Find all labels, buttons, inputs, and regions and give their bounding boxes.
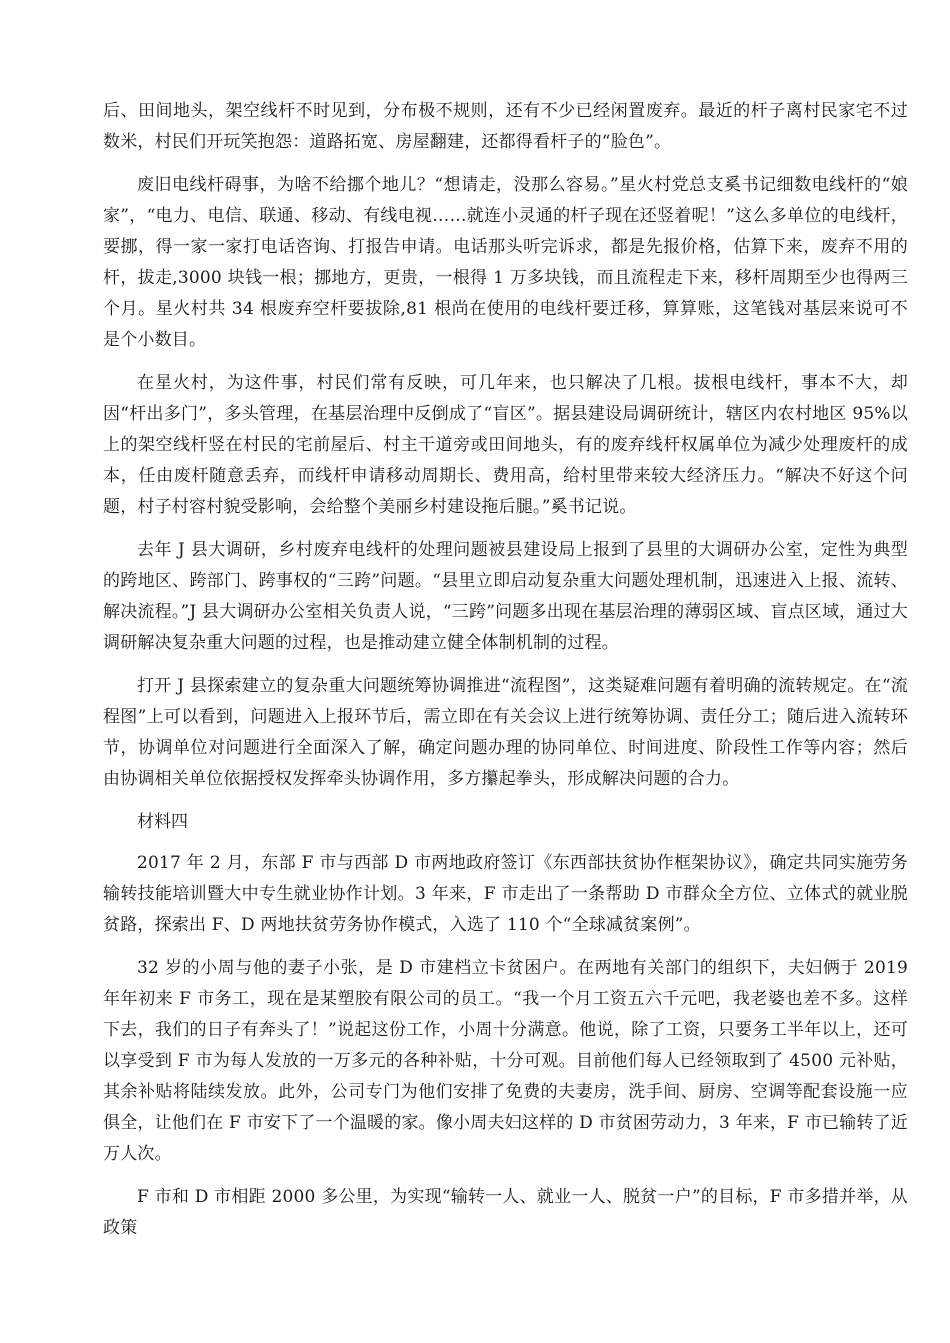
paragraph-4: 去年 J 县大调研，乡村废弃电线杆的处理问题被县建设局上报到了县里的大调研办公室，定性为典型的跨地区、跨部门、跨事权的“三跨”问题。“县里立即启动复杂重大问题处理机制，迅速进入上报、流转、解决流程。”J 县大调研办公室相关负责人说，“三跨”问题多出现在基层治理的薄弱区域、盲点区域，通过大调研解决复杂重大问题的过程，也是推动建立健全体制机制的过程。 — [103, 540, 908, 653]
paragraph-8: F 市和 D 市相距 2000 多公里，为实现“输转一人、就业一人、脱贫一户”的目标，F 市多措并举，从政策 — [103, 1187, 908, 1238]
paragraph-1: 后、田间地头，架空线杆不时见到，分布极不规则，还有不少已经闲置废弃。最近的杆子离村民家宅不过数米，村民们开玩笑抱怨：道路拓宽、房屋翻建，还都得看杆子的“脸色”。 — [103, 101, 908, 152]
paragraph-7: 32 岁的小周与他的妻子小张，是 D 市建档立卡贫困户。在两地有关部门的组织下，夫妇俩于 2019 年年初来 F 市务工，现在是某塑胶有限公司的员工。“我一个月工资五六千元吧，我老婆也差不多。这样下去，我们的日子有奔头了！”说起这份工作，小周十分满意。他说，除了工资，只要务工半年以上，还可以享受到 F 市为每人发放的一万多元的各种补贴，十分可观。目前他们每人已经领取到了 4500 元补贴，其余补贴将陆续发放。此外，公司专门为他们安排了免费的夫妻房，洗手间、厨房、空调等配套设施一应俱全，让他们在 F 市安下了一个温暖的家。像小周夫妇这样的 D 市贫困劳动力，3 年来，F 市已输转了近万人次。 — [103, 958, 908, 1164]
paragraph-5: 打开 J 县探索建立的复杂重大问题统筹协调推进“流程图”，这类疑难问题有着明确的流转规定。在“流程图”上可以看到，问题进入上报环节后，需立即在有关会议上进行统筹协调、责任分工；随后进入流转环节，协调单位对问题进行全面深入了解，确定问题办理的协同单位、时间进度、阶段性工作等内容；然后由协调相关单位依据授权发挥牵头协调作用，多方攥起拳头，形成解决问题的合力。 — [103, 676, 908, 789]
section-heading: 材料四 — [137, 812, 188, 832]
paragraph-6: 2017 年 2 月，东部 F 市与西部 D 市两地政府签订《东西部扶贫协作框架协议》，确定共同实施劳务输转技能培训暨大中专生就业协作计划。3 年来，F 市走出了一条帮助 D 市群众全方位、立体式的就业脱贫路，探索出 F、D 两地扶贫劳务协作模式，入选了 110 个“全球减贫案例”。 — [103, 853, 908, 935]
paragraph-3: 在星火村，为这件事，村民们常有反映，可几年来，也只解决了几根。拔根电线杆，事本不大，却因“杆出多门”，多头管理，在基层治理中反倒成了“盲区”。据县建设局调研统计，辖区内农村地区 95%以上的架空线杆竖在村民的宅前屋后、村主干道旁或田间地头，有的废弃线杆权属单位为减少处理废杆的成本，任由废杆随意丢弃，而线杆申请移动周期长、费用高，给村里带来较大经济压力。“解决不好这个问题，村子村容村貌受影响，会给整个美丽乡村建设拖后腿。”奚书记说。 — [103, 373, 908, 517]
paragraph-2: 废旧电线杆碍事，为啥不给挪个地儿？“想请走，没那么容易。”星火村党总支奚书记细数电线杆的“娘家”，“电力、电信、联通、移动、有线电视……就连小灵通的杆子现在还竖着呢！”这么多单位的电线杆，要挪，得一家一家打电话咨询、打报告申请。电话那头听完诉求，都是先报价格，估算下来，废弃不用的杆，拔走,3000 块钱一根；挪地方，更贵，一根得 1 万多块钱，而且流程走下来，移杆周期至少也得两三个月。星火村共 34 根废弃空杆要拔除,81 根尚在使用的电线杆要迁移，算算账，这笔钱对基层来说可不是个小数目。 — [103, 175, 908, 350]
